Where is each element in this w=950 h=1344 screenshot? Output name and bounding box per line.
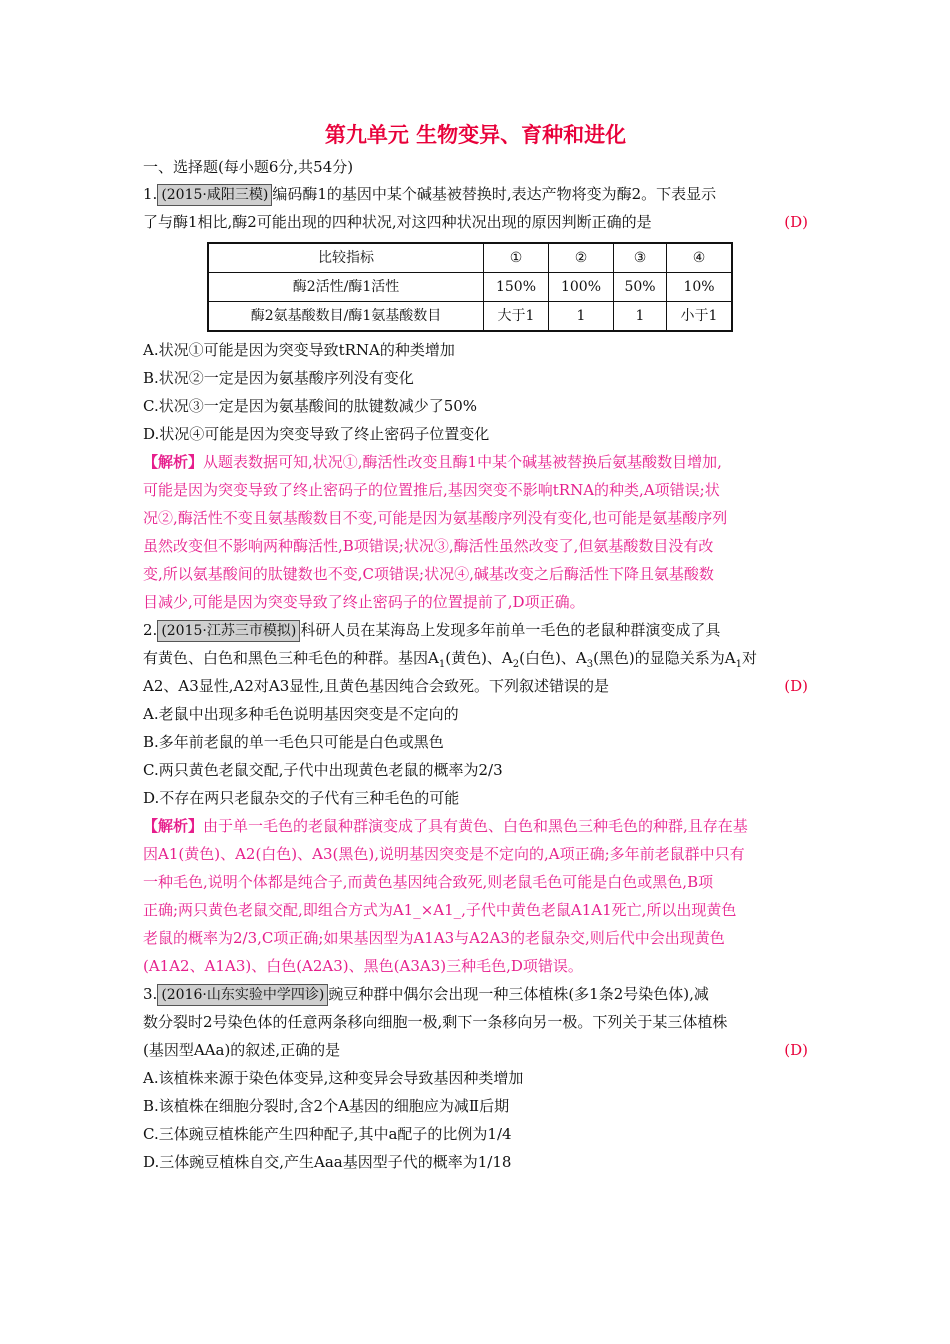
subscript: 1 <box>438 659 446 670</box>
option-b: B.多年前老鼠的单一毛色只可能是白色或黑色 <box>143 733 444 751</box>
table-cell: 比较指标 <box>208 243 484 273</box>
answer-key: (D) <box>784 677 808 695</box>
table-header-row <box>208 243 732 273</box>
explanation-line <box>143 448 808 476</box>
stem-text: 有黄色、白色和黑色三种毛色的种群。基因A <box>143 649 439 667</box>
question-number: 1. <box>143 185 158 203</box>
explanation <box>143 448 808 616</box>
explanation-line: 因A1(黄色)、A2(白色)、A3(黑色),说明基因突变是不定向的,A项正确;多年前老鼠群中只有 <box>143 845 745 863</box>
table-cell: ④ <box>667 243 733 273</box>
question-2 <box>143 616 808 980</box>
table-cell: ① <box>484 243 549 273</box>
option-c: C.状况③一定是因为氨基酸间的肽键数减少了50% <box>143 397 478 415</box>
table-cell: 酶2活性/酶1活性 <box>208 273 484 302</box>
stem-text: 对 <box>741 649 757 667</box>
stem-text: (白色)、A <box>519 649 587 667</box>
question-2-stem-line-3 <box>143 672 808 700</box>
table-cell: 150% <box>484 273 549 302</box>
option-d: D.三体豌豆植株自交,产生Aaa基因型子代的概率为1/18 <box>143 1153 512 1171</box>
source-tag: (2015·江苏三市模拟) <box>157 620 300 642</box>
explanation-text: 从题表数据可知,状况①,酶活性改变且酶1中某个碱基被替换后氨基酸数目增加, <box>203 453 722 471</box>
explanation-line: 老鼠的概率为2/3,C项正确;如果基因型为A1A3与A2A3的老鼠杂交,则后代中会出现黄色 <box>143 929 725 947</box>
table-cell: 50% <box>614 273 667 302</box>
explanation-line: 况②,酶活性不变且氨基酸数目不变,可能是因为氨基酸序列没有变化,也可能是氨基酸序列 <box>143 509 728 527</box>
option-a: A.老鼠中出现多种毛色说明基因突变是不定向的 <box>143 705 459 723</box>
table-cell: ② <box>549 243 614 273</box>
question-number: 2. <box>143 621 158 639</box>
option-a: A.状况①可能是因为突变导致tRNA的种类增加 <box>143 341 455 359</box>
explanation-line: 目减少,可能是因为突变导致了终止密码子的位置提前了,D项正确。 <box>143 593 585 611</box>
explanation-text: 由于单一毛色的老鼠种群演变成了具有黄色、白色和黑色三种毛色的种群,且存在基 <box>203 817 748 835</box>
question-3-stem-line-2: 数分裂时2号染色体的任意两条移向细胞一极,剩下一条移向另一极。下列关于某三体植株 <box>143 1013 728 1031</box>
table-cell: 大于1 <box>484 302 549 332</box>
question-3-stem-line-1 <box>143 980 808 1008</box>
option-a: A.该植株来源于染色体变异,这种变异会导致基因种类增加 <box>143 1069 524 1087</box>
table-cell: 酶2氨基酸数目/酶1氨基酸数目 <box>208 302 484 332</box>
answer-key: (D) <box>784 213 808 231</box>
question-2-stem-line-2 <box>143 644 808 672</box>
explanation-line: 虽然改变但不影响两种酶活性,B项错误;状况③,酶活性虽然改变了,但氨基酸数目没有改 <box>143 537 714 555</box>
source-tag: (2015·咸阳三模) <box>157 184 272 206</box>
question-stem: A2、A3显性,A2对A3显性,且黄色基因纯合会致死。下列叙述错误的是 <box>143 677 610 695</box>
stem-text: (黄色)、A <box>445 649 513 667</box>
table-cell: 小于1 <box>667 302 733 332</box>
question-1 <box>143 180 808 616</box>
option-d: D.状况④可能是因为突变导致了终止密码子位置变化 <box>143 425 490 443</box>
option-d: D.不存在两只老鼠杂交的子代有三种毛色的可能 <box>143 789 460 807</box>
question-1-stem-line-1 <box>143 180 808 208</box>
question-stem: 编码酶1的基因中某个碱基被替换时,表达产物将变为酶2。下表显示 <box>272 185 717 203</box>
source-tag: (2016·山东实验中学四诊) <box>157 984 328 1006</box>
question-number: 3. <box>143 985 158 1003</box>
explanation-line: 一种毛色,说明个体都是纯合子,而黄色基因纯合致死,则老鼠毛色可能是白色或黑色,B项 <box>143 873 714 891</box>
explanation-label: 【解析】 <box>143 817 204 835</box>
table-cell: 1 <box>549 302 614 332</box>
table-cell: ③ <box>614 243 667 273</box>
question-3 <box>143 980 808 1176</box>
question-3-stem-line-3 <box>143 1036 808 1064</box>
document-page <box>143 120 808 1176</box>
explanation-line: 变,所以氨基酸间的肽键数也不变,C项错误;状况④,碱基改变之后酶活性下降且氨基酸数 <box>143 565 714 583</box>
option-b: B.该植株在细胞分裂时,含2个A基因的细胞应为减Ⅱ后期 <box>143 1097 510 1115</box>
table-cell: 100% <box>549 273 614 302</box>
question-1-stem-line-2 <box>143 208 808 236</box>
explanation-line <box>143 812 808 840</box>
question-2-stem-line-1 <box>143 616 808 644</box>
subscript: 1 <box>735 659 742 670</box>
option-c: C.两只黄色老鼠交配,子代中出现黄色老鼠的概率为2/3 <box>143 761 503 779</box>
comparison-table <box>207 242 733 332</box>
explanation-line: 正确;两只黄色老鼠交配,即组合方式为A1_×A1_,子代中黄色老鼠A1A1死亡,所以出现黄色 <box>143 901 737 919</box>
option-c: C.三体豌豆植株能产生四种配子,其中a配子的比例为1/4 <box>143 1125 512 1143</box>
subscript: 3 <box>586 659 594 670</box>
table-row <box>208 273 732 302</box>
table-cell: 10% <box>667 273 733 302</box>
table-row <box>208 302 732 332</box>
option-b: B.状况②一定是因为氨基酸序列没有变化 <box>143 369 414 387</box>
page-title: 第九单元 生物变异、育种和进化 <box>324 123 627 147</box>
answer-key: (D) <box>784 1041 808 1059</box>
explanation <box>143 812 808 980</box>
subscript: 2 <box>512 659 520 670</box>
explanation-line: (A1A2、A1A3)、白色(A2A3)、黑色(A3A3)三种毛色,D项错误。 <box>143 957 583 975</box>
question-stem: 科研人员在某海岛上发现多年前单一毛色的老鼠种群演变成了具 <box>300 621 721 639</box>
table-cell: 1 <box>614 302 667 332</box>
section-heading: 一、选择题(每小题6分,共54分) <box>143 158 354 176</box>
question-stem: 豌豆种群中偶尔会出现一种三体植株(多1条2号染色体),减 <box>328 985 709 1003</box>
question-stem: 了与酶1相比,酶2可能出现的四种状况,对这四种状况出现的原因判断正确的是 <box>143 213 652 231</box>
question-stem: (基因型AAa)的叙述,正确的是 <box>143 1041 341 1059</box>
stem-text: (黑色)的显隐关系为A <box>593 649 736 667</box>
explanation-line: 可能是因为突变导致了终止密码子的位置推后,基因突变不影响tRNA的种类,A项错误;状 <box>143 481 720 499</box>
explanation-label: 【解析】 <box>143 453 204 471</box>
